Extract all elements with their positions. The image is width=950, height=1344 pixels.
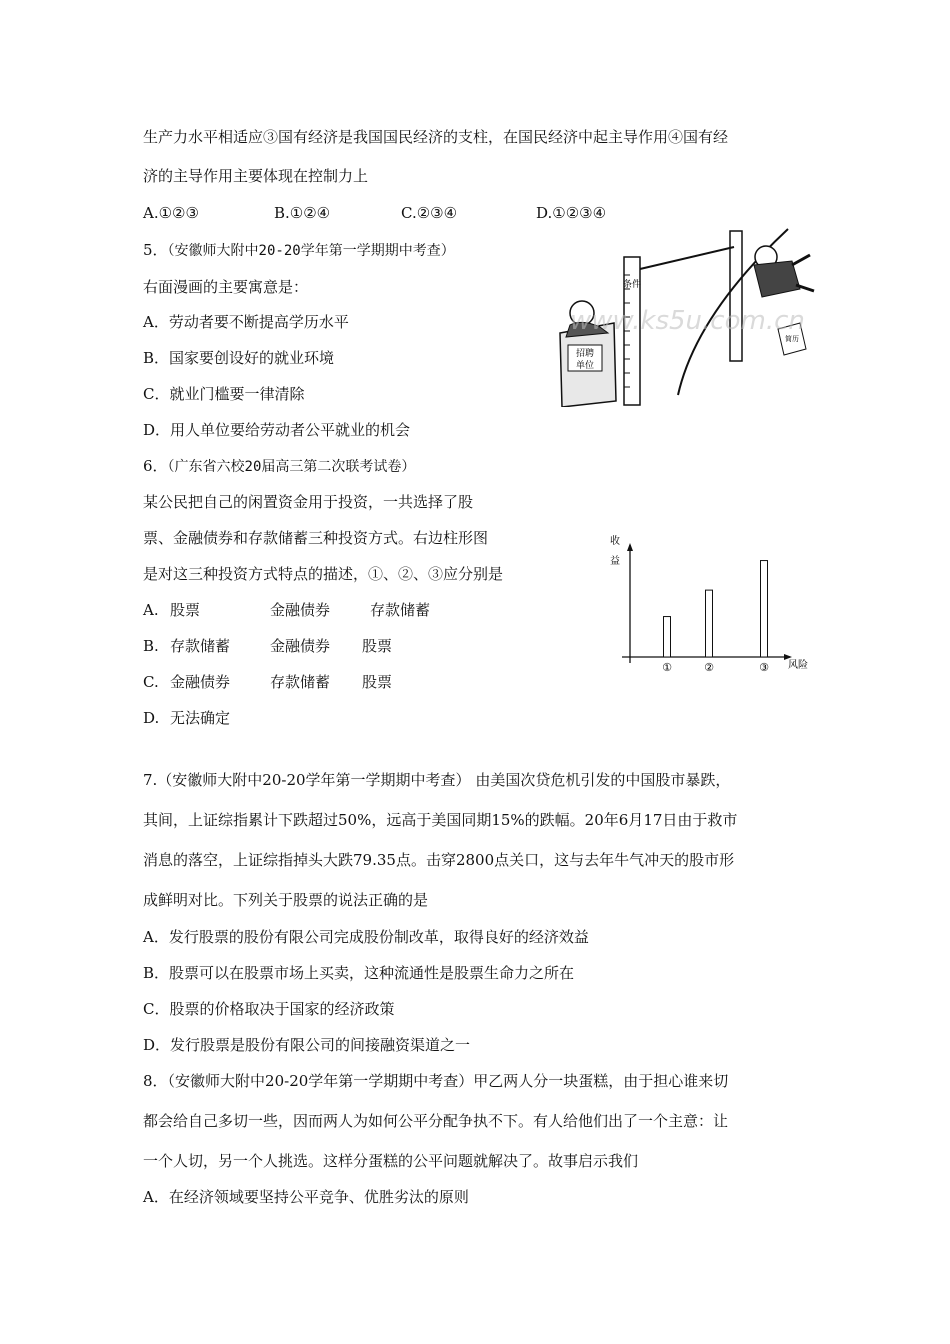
jumper-body [754,261,800,297]
job-threshold-cartoon [556,225,820,407]
q6-option-b-letter: B. [143,637,159,655]
q6-option-c-2: 存款储蓄 [270,673,331,691]
y-axis-label-1: 收 [610,536,620,547]
paper-label: 简历 [785,335,799,343]
q6-option-a-2: 金融债券 [270,601,331,619]
q6-option-b-2: 金融债券 [270,637,331,655]
bar-2 [706,590,713,657]
q6-option-b-1: 存款储蓄 [170,637,231,655]
q8-line-3: 一个人切，另一个人挑选。这样分蛋糕的公平问题就解决了。故事启示我们 [143,1152,639,1170]
q6-stem-1: 某公民把自己的闲置资金用于投资，一共选择了股 [143,493,474,511]
q5-number: 5． [143,241,168,259]
x-tick-label-3: ③ [759,661,769,674]
bar-3 [761,561,768,657]
q4-option-a: A.①②③ [143,204,199,222]
desk-label-2: 单位 [575,361,595,371]
q6-header [143,456,415,477]
q7-option-b: B．股票可以在股票市场上买卖，这种流通性是股票生命力之所在 [143,964,575,982]
q6-option-a-1: 股票 [170,601,201,619]
q6-option-c-letter: C. [143,673,159,691]
q5-option-a: A．劳动者要不断提高学历水平 [143,313,349,331]
q6-option-c-3: 股票 [362,673,393,691]
right-pole [730,231,742,361]
y-axis-arrow [627,543,633,551]
q7-line-1: 7.（安徽师大附中20-20学年第一学期期中考查） 由美国次贷危机引发的中国股市暴跌， [143,771,731,789]
q7-line-3: 消息的落空，上证综指掉头大跌79.35点。击穿2800点关口，这与去年牛气冲天的股市形 [143,851,735,869]
q4-option-c: C.②③④ [401,204,458,222]
q6-option-d-1: 无法确定 [170,709,231,727]
q7-line-4: 成鲜明对比。下列关于股票的说法正确的是 [143,891,429,909]
q6-option-c-1: 金融债券 [170,673,231,691]
q7-line-2: 其间，上证综指累计下跌超过50%，远高于美国同期15%的跌幅。20年6月17日由于救市 [143,811,738,829]
q5-option-c: C．就业门槛要一律清除 [143,385,305,403]
q6-option-a-3: 存款储蓄 [370,601,431,619]
q8-option-a: A．在经济领域要坚持公平竞争、优胜劣汰的原则 [143,1188,469,1206]
intro-line-1: 生产力水平相适应③国有经济是我国国民经济的支柱，在国民经济中起主导作用④国有经 [143,128,729,146]
q8-line-1: 8．（安徽师大附中20-20学年第一学期期中考查）甲乙两人分一块蛋糕，由于担心谁来切 [143,1072,729,1090]
q5-option-b: B．国家要创设好的就业环境 [143,349,335,367]
bar-1 [664,617,671,657]
q7-option-c: C．股票的价格取决于国家的经济政策 [143,1000,395,1018]
q4-option-b: B.①②④ [274,204,331,222]
q6-stem-3: 是对这三种投资方式特点的描述，①、②、③应分别是 [143,565,504,583]
q7-option-d: D．发行股票是股份有限公司的间接融资渠道之一 [143,1036,471,1054]
q6-option-a-letter: A. [143,601,159,619]
risk-return-chart [605,530,820,680]
q6-option-d-letter: D. [143,709,160,727]
x-tick-label-1: ① [662,661,672,674]
pole-label: 条件 [622,280,642,290]
desk-label-1: 招聘 [575,349,595,359]
y-axis-label-2: 益 [610,556,620,567]
crossbar [640,247,734,269]
q6-source: （广东省六校20届高三第二次联考试卷） [167,459,416,475]
q6-number: 6． [143,457,168,475]
q5-header [143,240,455,261]
q8-line-2: 都会给自己多切一些，因而两人为如何公平分配争执不下。有人给他们出了一个主意：让 [143,1112,729,1130]
q6-stem-2: 票、金融债券和存款储蓄三种投资方式。右边柱形图 [143,529,489,547]
watermark: www.ks5u.com.cn [570,306,805,336]
q6-option-b-3: 股票 [362,637,393,655]
q5-stem: 右面漫画的主要寓意是： [143,278,309,296]
x-tick-label-2: ② [704,661,714,674]
q7-option-a: A．发行股票的股份有限公司完成股份制改革，取得良好的经济效益 [143,928,589,946]
q4-option-d: D.①②③④ [536,204,607,222]
intro-line-2: 济的主导作用主要体现在控制力上 [143,167,369,185]
x-axis-label: 风险 [788,660,808,671]
q5-source: （安徽师大附中20-20学年第一学期期中考查） [167,243,455,259]
q5-option-d: D．用人单位要给劳动者公平就业的机会 [143,421,411,439]
